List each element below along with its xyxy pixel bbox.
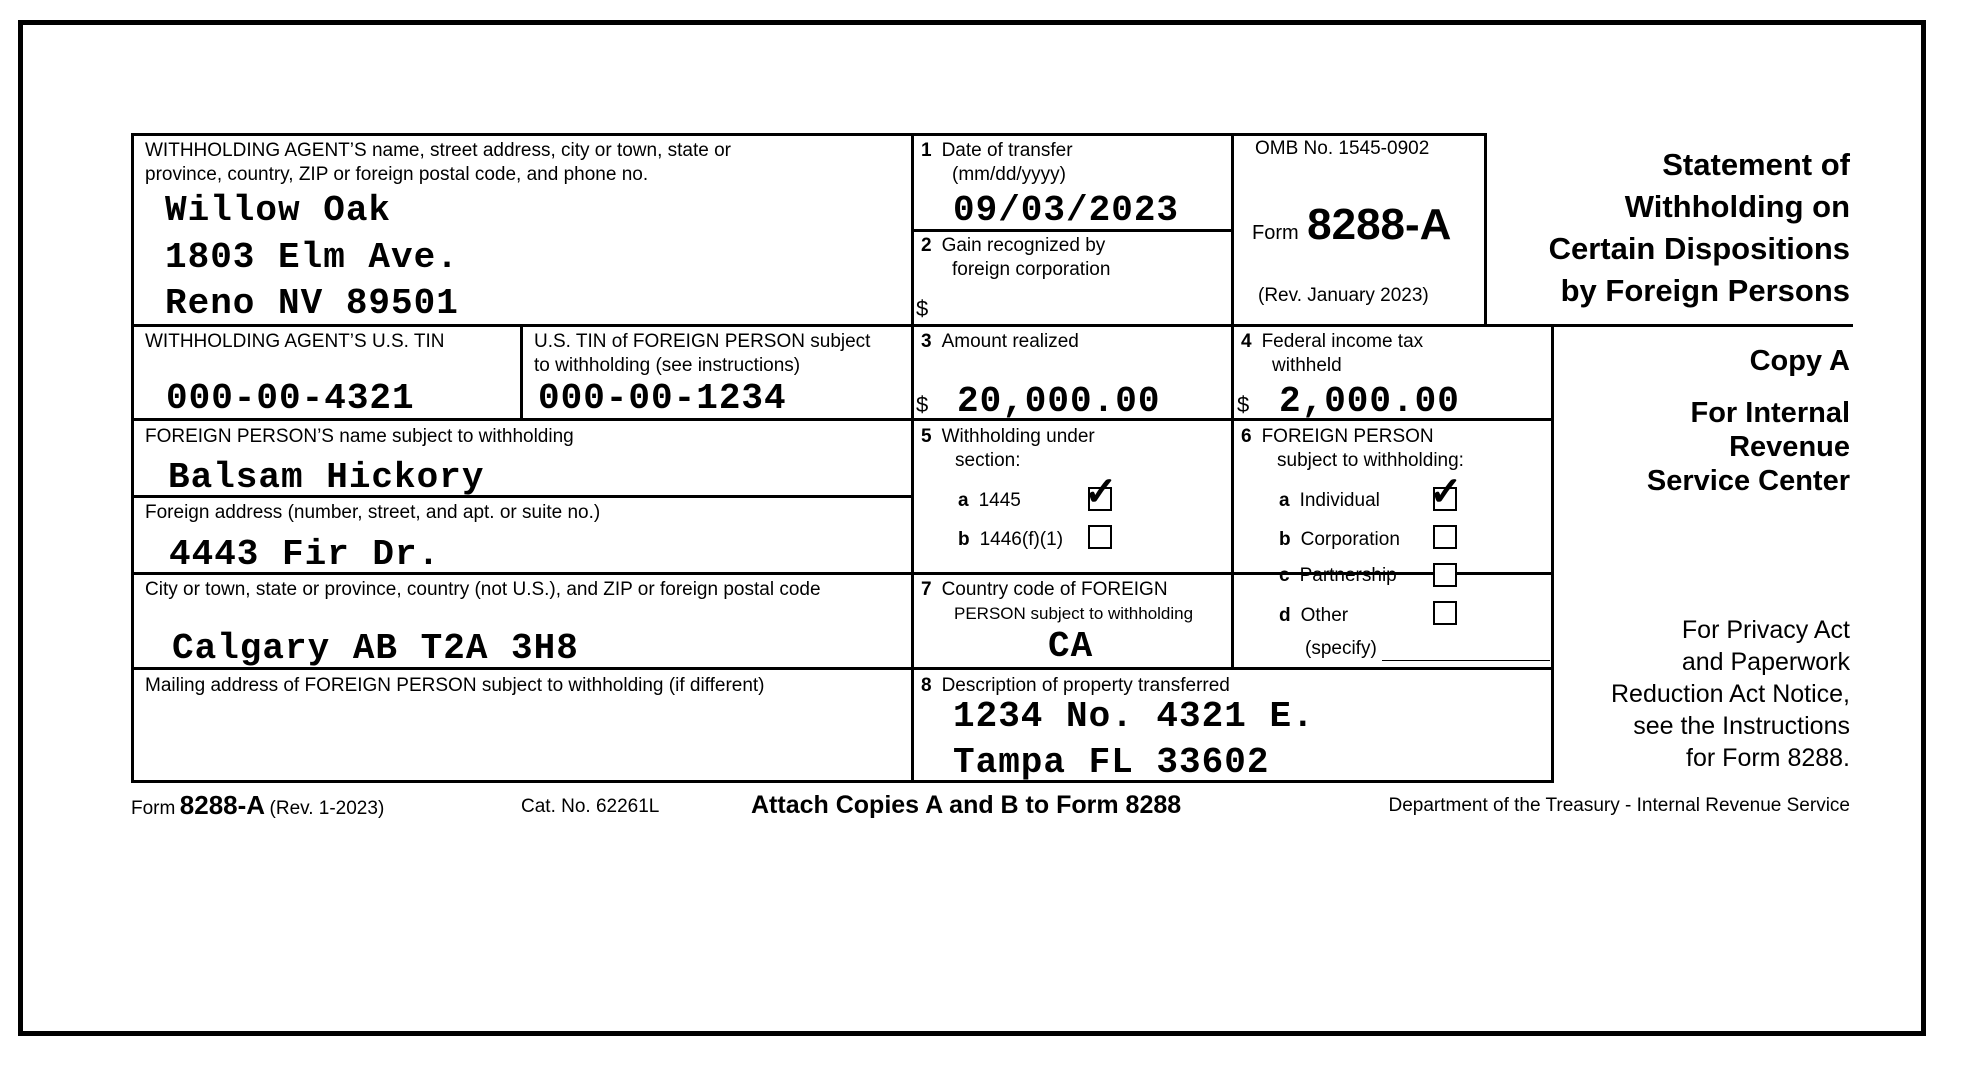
foreign-city-label: City or town, state or province, country (not U.S.), and ZIP or foreign postal code <box>145 579 821 600</box>
box5-label-line1: 5 Withholding under <box>921 426 1095 447</box>
box1-label-line1: 1 Date of transfer <box>921 140 1073 161</box>
footer-form-id: Form 8288-A (Rev. 1-2023) <box>131 790 385 820</box>
box2-dollar: $ <box>916 296 929 321</box>
box6a-label: a Individual <box>1279 490 1380 511</box>
for-irs: For Internal Revenue Service Center <box>1646 397 1850 497</box>
privacy-notice: For Privacy Act and Paperwork Reduction Act Notice, see the Instructions for Form 8288. <box>1610 616 1850 772</box>
box4-amount[interactable]: 2,000.00 <box>1279 381 1460 422</box>
box1-label-line2: (mm/dd/yyyy) <box>952 164 1066 185</box>
box2-label-line2: foreign corporation <box>952 259 1111 280</box>
agent-label-line1: WITHHOLDING AGENT’S name, street address, city or town, state or <box>145 140 732 161</box>
mailing-label: Mailing address of FOREIGN PERSON subject to withholding (if different) <box>145 675 765 696</box>
copy-label: Copy A <box>1749 345 1850 377</box>
box6d-label: d Other <box>1279 605 1349 626</box>
box6d-checkbox[interactable] <box>1433 601 1457 625</box>
box4-dollar: $ <box>1237 392 1250 417</box>
box7-country[interactable]: CA <box>1048 626 1094 667</box>
rule-left <box>131 133 134 783</box>
box6c-checkbox[interactable] <box>1433 563 1457 587</box>
agent-street[interactable]: 1803 Elm Ave. <box>165 237 459 278</box>
box5a-label: a 1445 <box>958 490 1021 511</box>
agent-name[interactable]: Willow Oak <box>165 190 392 231</box>
rule-tin-divider <box>520 324 523 421</box>
box6-label-line2: subject to withholding: <box>1277 450 1464 471</box>
agent-tin-label: WITHHOLDING AGENT’S U.S. TIN <box>145 331 445 352</box>
box1-date[interactable]: 09/03/2023 <box>953 190 1180 231</box>
rule-row2 <box>131 324 1853 327</box>
foreign-tin-label-line1: U.S. TIN of FOREIGN PERSON subject <box>534 331 871 352</box>
box5b-label: b 1446(f)(1) <box>958 529 1064 550</box>
footer-dept: Department of the Treasury - Internal Revenue Service <box>1388 795 1850 816</box>
box5a-checkmark: ✓ <box>1084 470 1118 514</box>
box7-label-line1: 7 Country code of FOREIGN <box>921 579 1168 600</box>
form-revision: (Rev. January 2023) <box>1258 285 1429 306</box>
foreign-tin-label-line2: to withholding (see instructions) <box>534 355 801 376</box>
box8-label: 8 Description of property transferred <box>921 675 1230 696</box>
box7-label-line2: PERSON subject to withholding <box>954 604 1194 623</box>
form-title: Statement of Withholding on Certain Dispositions by Foreign Persons <box>1548 147 1850 308</box>
footer-cat-no: Cat. No. 62261L <box>521 796 660 817</box>
box8-line2[interactable]: Tampa FL 33602 <box>953 742 1270 783</box>
foreign-address[interactable]: 4443 Fir Dr. <box>169 534 441 575</box>
agent-label-line2: province, country, ZIP or foreign postal code, and phone no. <box>145 164 649 185</box>
foreign-tin[interactable]: 000-00-1234 <box>538 378 787 419</box>
box6b-label: b Corporation <box>1279 529 1400 550</box>
box6c-label: c Partnership <box>1279 565 1397 586</box>
omb-number: OMB No. 1545-0902 <box>1255 138 1430 159</box>
agent-tin[interactable]: 000-00-4321 <box>166 378 415 419</box>
box3-label: 3 Amount realized <box>921 331 1079 352</box>
rule-6d-specify <box>1382 660 1550 661</box>
box6b-checkbox[interactable] <box>1433 525 1457 549</box>
rule-right-panel <box>1551 324 1554 783</box>
rule-omb-right <box>1484 133 1487 326</box>
rule-col-mid <box>911 133 914 783</box>
foreign-address-label: Foreign address (number, street, and apt. or suite no.) <box>145 502 601 523</box>
box4-label-line1: 4 Federal income tax <box>1241 331 1424 352</box>
foreign-name[interactable]: Balsam Hickory <box>168 457 485 498</box>
rule-bottom <box>131 780 1551 783</box>
box5-label-line2: section: <box>955 450 1021 471</box>
agent-city[interactable]: Reno NV 89501 <box>165 283 459 324</box>
box3-amount[interactable]: 20,000.00 <box>957 381 1161 422</box>
rule-top <box>131 133 1487 136</box>
box6-label-line1: 6 FOREIGN PERSON <box>1241 426 1434 447</box>
box8-line1[interactable]: 1234 No. 4321 E. <box>953 696 1315 737</box>
box5b-checkbox[interactable] <box>1088 525 1112 549</box>
form-id: Form 8288-A <box>1252 200 1452 249</box>
box3-dollar: $ <box>916 392 929 417</box>
box4-label-line2: withheld <box>1272 355 1342 376</box>
box2-label-line1: 2 Gain recognized by <box>921 235 1106 256</box>
box6a-checkmark: ✓ <box>1429 470 1463 514</box>
foreign-city[interactable]: Calgary AB T2A 3H8 <box>172 628 579 669</box>
footer-attach: Attach Copies A and B to Form 8288 <box>751 791 1182 819</box>
foreign-name-label: FOREIGN PERSON’S name subject to withholding <box>145 426 574 447</box>
rule-col-box3-4 <box>1231 133 1234 669</box>
box6d-specify: (specify) <box>1305 638 1377 659</box>
